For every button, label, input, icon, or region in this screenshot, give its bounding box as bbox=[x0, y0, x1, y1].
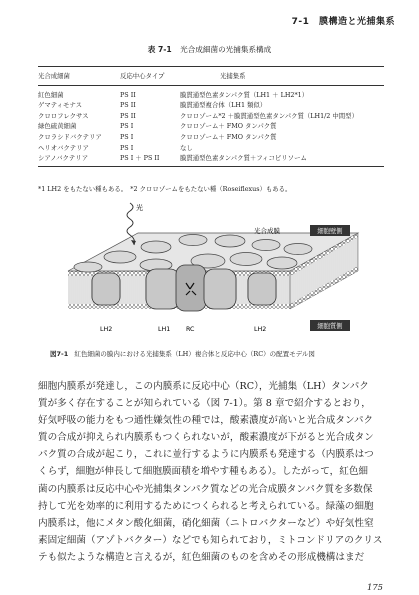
column-header: 光捕集系 bbox=[180, 67, 384, 86]
body-text bbox=[38, 378, 384, 566]
body-line: パク質の合成が起こり，これに並行するように内膜系も発達する（内膜系はつ bbox=[38, 449, 374, 461]
lh2-left-label: LH2 bbox=[100, 326, 113, 333]
table-cell: ゲマティモナス bbox=[38, 101, 82, 110]
lh2-right-label: LH2 bbox=[254, 326, 267, 333]
table-cell: クロロゾーム＋ FMO タンパク質 bbox=[180, 122, 277, 131]
lh2-cross-section bbox=[248, 273, 276, 305]
table-row bbox=[38, 100, 384, 111]
table-cell: 緑色硫黄細菌 bbox=[38, 122, 77, 131]
bacteria-table bbox=[38, 66, 384, 167]
table-cell: PS I bbox=[120, 132, 134, 141]
table-cell: 紅色細菌 bbox=[38, 90, 64, 99]
table-cell: シアノバクテリア bbox=[38, 153, 120, 166]
body-line: テも似たような構造と言えるが，紅色細菌のものを含めその形成機構はまだ bbox=[38, 551, 365, 563]
table-title: 光合成細菌の光捕集系構成 bbox=[180, 45, 272, 54]
table-row bbox=[38, 153, 384, 166]
table-cell: PS II bbox=[120, 90, 136, 99]
table-cell: PS II bbox=[120, 101, 136, 110]
lh2-complex-top bbox=[215, 235, 245, 247]
table-cell: PS I bbox=[120, 143, 134, 152]
table-cell: ヘリオバクテリア bbox=[38, 143, 89, 152]
body-line: 菌の内膜系は反応中心や光捕集タンパク質などの光合成膜タンパク質を多数保 bbox=[38, 483, 373, 495]
body-line: くらず，細胞が伸長して細胞膜面積を増やす種もある）。したがって，紅色細 bbox=[38, 466, 369, 478]
lh2-cross-section bbox=[92, 273, 120, 305]
lh1-cross-section-right bbox=[204, 269, 236, 309]
body-line: 細胞内膜系が発達し，この内膜系に反応中心（RC），光捕集（LH）タンパク bbox=[38, 381, 369, 392]
lh2-complex-top bbox=[230, 253, 262, 266]
table-cell: クロロゾーム*2 ＋膜貫通型色素タンパク質（LH1/2 中間型） bbox=[180, 111, 358, 120]
table-label: 表 7-1 bbox=[147, 45, 172, 54]
table-row bbox=[38, 143, 384, 154]
table-cell: PS I ＋ PS II bbox=[120, 153, 180, 166]
table-row bbox=[38, 121, 384, 132]
table-cell: クロロゾーム＋ FMO タンパク質 bbox=[180, 132, 277, 141]
lh1-label: LH1 bbox=[158, 326, 171, 333]
column-header: 反応中心タイプ bbox=[120, 67, 180, 86]
table-cell: 膜貫通型色素タンパク質（LH1 ＋ LH2*1） bbox=[180, 90, 309, 99]
table-footnote: *1 LH2 をもたない種もある。 *2 クロロゾームをもたない種（Roseiflexus）もある。 bbox=[38, 185, 292, 193]
table-cell: PS II bbox=[120, 111, 136, 120]
table-header-row bbox=[38, 67, 384, 86]
table-row bbox=[38, 111, 384, 122]
cytoplasm-label: 細胞質側 bbox=[317, 323, 343, 330]
lh2-complex-top bbox=[252, 240, 280, 251]
lh2-complex-top bbox=[104, 251, 136, 263]
section-title: 膜構造と光捕集系 bbox=[318, 17, 395, 27]
lh2-complex-top bbox=[141, 241, 171, 253]
figure-caption-text: 紅色細菌の膜内における光捕集系（LH）複合体と反応中心（RC）の配置モデル図 bbox=[74, 350, 315, 358]
body-line: 質の合成が抑えられ内膜系もつくられないが，酸素濃度が下がると光合成タン bbox=[38, 432, 374, 444]
figure-caption bbox=[50, 349, 315, 358]
page-number: 175 bbox=[367, 582, 383, 592]
membrane-label: 光合成膜 bbox=[254, 227, 280, 235]
lh1-cross-section-left bbox=[146, 269, 180, 309]
table-cell: クロロフレクサス bbox=[38, 111, 89, 120]
section-number: 7-1 bbox=[291, 17, 310, 27]
figure-label: 図7-1 bbox=[50, 350, 69, 358]
lh2-complex-top bbox=[179, 235, 207, 246]
light-label: 光 bbox=[136, 204, 143, 212]
membrane-diagram bbox=[58, 199, 368, 341]
body-line: 持して光を効率的に利用するためにつくられると考えられている。緑藻の細胞 bbox=[38, 500, 374, 512]
table-caption bbox=[0, 44, 419, 55]
body-line: 質が多く存在することが知られている（図 7-1）。第 8 章で紹介するとおり， bbox=[38, 398, 371, 410]
table-row bbox=[38, 132, 384, 143]
lh2-complex-top bbox=[284, 244, 312, 255]
column-header: 光合成細菌 bbox=[38, 67, 120, 86]
lh2-complex-top bbox=[267, 257, 297, 269]
table-cell: クロラシドバクテリア bbox=[38, 132, 102, 141]
body-line: 好気呼吸の能力をもつ通性嫌気性の種では，酸素濃度が高いと光合成タンパク bbox=[38, 415, 374, 427]
lh2-complex-top bbox=[74, 262, 102, 272]
table-cell: 膜貫通型色素タンパク質＋フィコビリソーム bbox=[180, 153, 384, 166]
table-cell: PS I bbox=[120, 122, 134, 131]
table-row bbox=[38, 85, 384, 100]
body-line: 内膜系は，他にメタン酸化細菌，硝化細菌（ニトロバクターなど）や好気性窒 bbox=[38, 517, 374, 529]
rc-label: RC bbox=[186, 326, 195, 333]
table-cell: 膜貫通型複合体（LH1 類似） bbox=[180, 101, 267, 110]
table-cell: なし bbox=[180, 143, 193, 152]
running-header bbox=[292, 14, 395, 27]
cell-wall-label: 細胞壁側 bbox=[317, 228, 343, 235]
body-line: 素固定細菌（アゾトバクター）などでも知られており，ミトコンドリアのクリス bbox=[38, 534, 383, 546]
